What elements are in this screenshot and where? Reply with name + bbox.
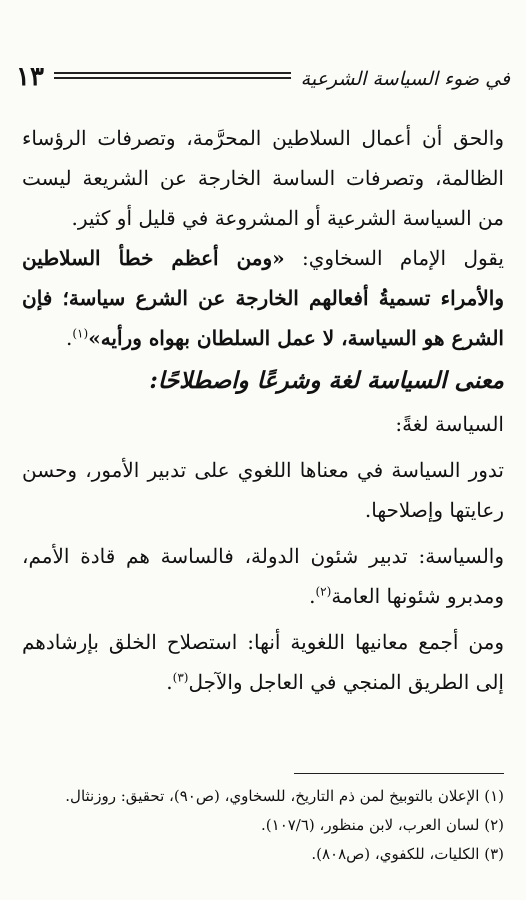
paragraph-2: يقول الإمام السخاوي: «ومن أعظم خطأ السلاطين والأمراء تسميةُ أفعالهم الخارجة عن الشرع سياسة؛ فإن الشرع هو السياسة، لا عمل السلطان بهواه ورأيه»$^{(١)}$. bbox=[22, 246, 504, 350]
footnote-ref-3: (٣) bbox=[172, 670, 189, 685]
footnote-2: (٢) لسان العرب، لابن منظور، (١٠٧/٦). bbox=[261, 816, 504, 834]
footnote-3: (٣) الكليات، للكفوي، (ص٨٠٨). bbox=[311, 845, 504, 863]
footnote-1: (١) الإعلان بالتوبيخ لمن ذم التاريخ، للسخاوي، (ص٩٠)، تحقيق: روزنثال. bbox=[65, 787, 504, 805]
footnote-divider bbox=[294, 773, 504, 774]
footnote-ref-1: (١) bbox=[72, 326, 89, 341]
paragraph-5: ومن أجمع معانيها اللغوية أنها: استصلاح الخلق بإرشادهم إلى الطريق المنجي في العاجل والآجل$^{(٣)}$. bbox=[22, 630, 504, 694]
paragraph-4: والسياسة: تدبير شئون الدولة، فالساسة هم قادة الأمم، ومدبرو شئونها العامة$^{(٢)}$. bbox=[22, 544, 504, 608]
paragraph-5-text: ومن أجمع معانيها اللغوية أنها: استصلاح الخلق بإرشادهم إلى الطريق المنجي في العاجل والآجل bbox=[22, 630, 504, 694]
main-text bbox=[22, 118, 504, 702]
page-header bbox=[16, 52, 510, 92]
header-rule-bottom bbox=[54, 77, 291, 79]
subheading: السياسة لغةً: bbox=[395, 412, 504, 436]
sakhawi-quote: «ومن أعظم خطأ السلاطين والأمراء تسميةُ أفعالهم الخارجة عن الشرع سياسة؛ فإن الشرع هو السياسة، لا عمل السلطان بهواه ورأيه» bbox=[22, 246, 504, 350]
header-rule-top bbox=[54, 72, 291, 74]
section-heading: معنى السياسة لغة وشرعًا واصطلاحًا: bbox=[149, 367, 504, 394]
footnote-ref-2: (٢) bbox=[315, 584, 332, 599]
paragraph-1: والحق أن أعمال السلاطين المحرَّمة، وتصرفات الرؤساء الظالمة، وتصرفات الساسة الخارجة عن الشريعة ليست من السياسة الشرعية أو المشروعة في قليل أو كثير. bbox=[22, 126, 504, 230]
footnotes bbox=[22, 782, 504, 869]
header-double-rule bbox=[54, 72, 291, 82]
paragraph-3: تدور السياسة في معناها اللغوي على تدبير الأمور، وحسن رعايتها وإصلاحها. bbox=[22, 458, 504, 522]
page-number: ١٣ bbox=[16, 62, 44, 92]
paragraph-4-text: والسياسة: تدبير شئون الدولة، فالساسة هم قادة الأمم، ومدبرو شئونها العامة bbox=[22, 544, 504, 608]
running-title: في ضوء السياسة الشرعية bbox=[300, 68, 510, 90]
quote-intro: يقول الإمام السخاوي: bbox=[284, 246, 504, 270]
